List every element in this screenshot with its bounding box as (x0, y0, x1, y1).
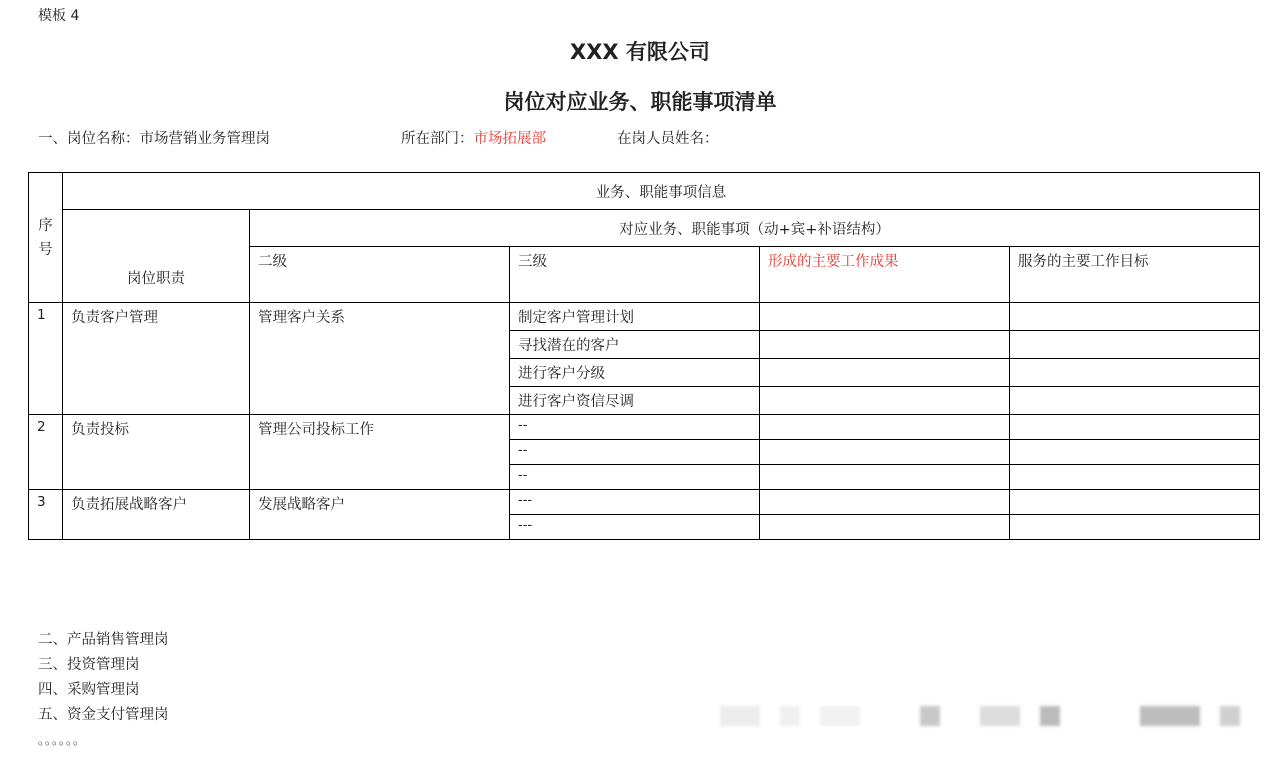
row-number: 1 (29, 303, 63, 415)
level3-cell: 寻找潜在的客户 (510, 331, 760, 359)
duty-cell: 负责客户管理 (63, 303, 250, 415)
level2-cell: 发展战略客户 (250, 490, 510, 540)
info-header: 业务、职能事项信息 (63, 173, 1260, 210)
level3-cell: 进行客户资信尽调 (510, 387, 760, 415)
result-cell (760, 331, 1010, 359)
department-info (401, 127, 546, 148)
department-label: 所在部门： (401, 131, 474, 147)
target-cell (1010, 490, 1260, 515)
level3-cell: 制定客户管理计划 (510, 303, 760, 331)
target-cell (1010, 415, 1260, 440)
position-label: 一、岗位名称： (38, 131, 140, 147)
blurred-watermark (700, 686, 1260, 736)
duty-header: 岗位职责 (63, 210, 250, 303)
result-cell (760, 515, 1010, 540)
result-cell (760, 490, 1010, 515)
table-row (29, 303, 1260, 331)
result-cell (760, 303, 1010, 331)
list-item: 三、投资管理岗 (38, 657, 140, 673)
level3-header: 三级 (510, 247, 760, 303)
table-header-row (29, 210, 1260, 247)
list-item: 四、采购管理岗 (38, 682, 140, 698)
target-cell (1010, 331, 1260, 359)
list-item-ellipsis: 。。。。。。 (38, 733, 87, 747)
result-cell (760, 387, 1010, 415)
target-cell (1010, 515, 1260, 540)
target-cell (1010, 387, 1260, 415)
seq-header-char-1: 序 (38, 217, 53, 234)
staff-name-label: 在岗人员姓名： (617, 131, 719, 147)
level2-cell: 管理公司投标工作 (250, 415, 510, 490)
target-header: 服务的主要工作目标 (1010, 247, 1260, 303)
row-number: 2 (29, 415, 63, 490)
result-cell (760, 415, 1010, 440)
result-cell (760, 359, 1010, 387)
department-value: 市场拓展部 (473, 131, 546, 147)
table-row (29, 490, 1260, 515)
level3-cell: --- (510, 490, 760, 515)
position-value: 市场营销业务管理岗 (139, 131, 270, 147)
level2-cell: 管理客户关系 (250, 303, 510, 415)
target-cell (1010, 465, 1260, 490)
list-item: 二、产品销售管理岗 (38, 632, 169, 648)
other-positions-list (38, 628, 169, 753)
duty-cell: 负责拓展战略客户 (63, 490, 250, 540)
level3-cell: --- (510, 515, 760, 540)
list-item: 五、资金支付管理岗 (38, 707, 169, 723)
staff-name-info (617, 127, 719, 148)
level2-header: 二级 (250, 247, 510, 303)
seq-header (29, 173, 63, 303)
target-cell (1010, 359, 1260, 387)
duty-cell: 负责投标 (63, 415, 250, 490)
seq-header-char-2: 号 (38, 241, 53, 258)
table-row (29, 415, 1260, 440)
result-cell (760, 465, 1010, 490)
result-cell (760, 440, 1010, 465)
table-header-row (29, 173, 1260, 210)
position-info (38, 127, 270, 148)
matters-header: 对应业务、职能事项（动+宾+补语结构） (250, 210, 1260, 247)
company-name: XXX 有限公司 (570, 40, 710, 64)
document-title: 岗位对应业务、职能事项清单 (503, 90, 777, 114)
level3-cell: -- (510, 465, 760, 490)
result-header: 形成的主要工作成果 (760, 247, 1010, 303)
level3-cell: -- (510, 440, 760, 465)
matters-table (28, 172, 1260, 540)
target-cell (1010, 303, 1260, 331)
template-label: 模板 4 (38, 8, 80, 24)
target-cell (1010, 440, 1260, 465)
level3-cell: -- (510, 415, 760, 440)
row-number: 3 (29, 490, 63, 540)
level3-cell: 进行客户分级 (510, 359, 760, 387)
